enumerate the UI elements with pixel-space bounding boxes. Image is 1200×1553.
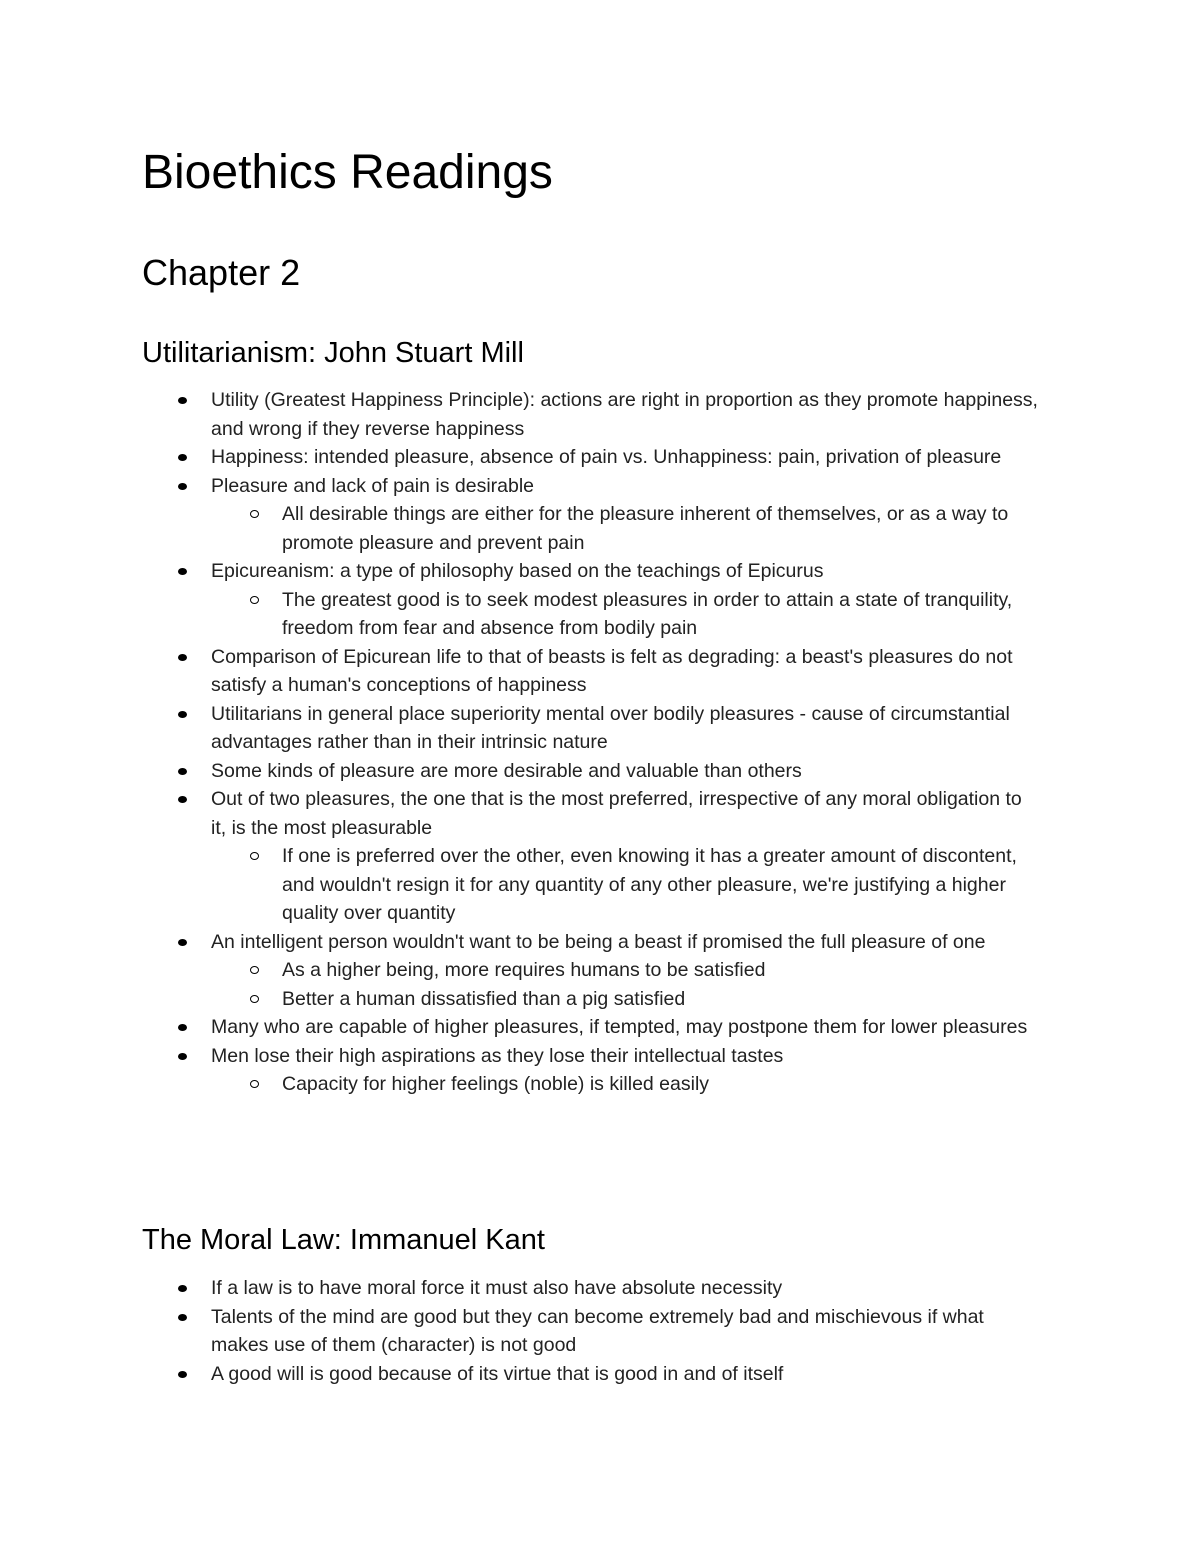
bullet-dot-icon: [178, 397, 187, 404]
sub-bullet-list: [142, 500, 1042, 557]
list-item: [142, 1274, 1042, 1303]
document-title: Bioethics Readings: [142, 146, 553, 199]
bullet-dot-icon: [178, 768, 187, 775]
bullet-dot-icon: [178, 568, 187, 575]
bullet-list: [142, 928, 1042, 957]
hollow-circle-bullet-icon: [250, 852, 259, 860]
list-item-text: Epicureanism: a type of philosophy based on the teachings of Epicurus: [211, 560, 824, 582]
list-item: [142, 757, 1042, 786]
list-item: [142, 928, 1042, 957]
section-list-moral-law: [142, 1274, 1042, 1388]
chapter-heading: Chapter 2: [142, 252, 301, 293]
bullet-dot-icon: [178, 1314, 187, 1321]
hollow-circle-bullet-icon: [250, 596, 259, 604]
list-item-text: All desirable things are either for the pleasure inherent of themselves, or as a way to promote pleasure and prevent pain: [282, 503, 1009, 554]
list-item-text: The greatest good is to seek modest pleasures in order to attain a state of tranquility, freedom from fear and absence from bodily pain: [282, 588, 1013, 639]
list-item: [142, 700, 1042, 757]
bullet-list: [142, 1013, 1042, 1070]
list-item: [142, 386, 1042, 443]
section-list-utilitarianism: [142, 386, 1042, 1099]
list-item-text: Talents of the mind are good but they can become extremely bad and mischievous if what makes use of them (character) is not good: [211, 1305, 984, 1356]
bullet-list: [142, 386, 1042, 500]
section-heading-moral-law: The Moral Law: Immanuel Kant: [142, 1224, 545, 1256]
list-item-text: Utility (Greatest Happiness Principle): actions are right in proportion as they promote happiness, and wrong if they reverse happiness: [211, 389, 1038, 440]
bullet-dot-icon: [178, 796, 187, 803]
sub-list-item: [142, 586, 1042, 643]
list-item-text: Capacity for higher feelings (noble) is killed easily: [282, 1073, 710, 1095]
list-item: [142, 1042, 1042, 1071]
list-item-text: If a law is to have moral force it must also have absolute necessity: [211, 1277, 783, 1299]
bullet-dot-icon: [178, 1371, 187, 1378]
sub-bullet-list: [142, 586, 1042, 643]
hollow-circle-bullet-icon: [250, 510, 259, 518]
list-item-text: An intelligent person wouldn't want to be being a beast if promised the full pleasure of one: [211, 930, 986, 953]
list-item-text: Better a human dissatisfied than a pig satisfied: [282, 987, 686, 1010]
hollow-circle-bullet-icon: [250, 1080, 259, 1088]
bullet-list: [142, 1274, 1042, 1388]
list-item-text: Out of two pleasures, the one that is the most preferred, irrespective of any moral obligation to it, is the most pleasurable: [211, 788, 1022, 839]
list-item: [142, 443, 1042, 472]
list-item: [142, 785, 1042, 842]
sub-list-item: [142, 956, 1042, 985]
bullet-dot-icon: [178, 1053, 187, 1060]
list-item-text: Comparison of Epicurean life to that of beasts is felt as degrading: a beast's pleasures do not satisfy a human's conceptions of happiness: [211, 645, 1013, 696]
sub-list-item: [142, 1070, 1042, 1099]
sub-list-item: [142, 842, 1042, 928]
bullet-dot-icon: [178, 454, 187, 461]
sub-list-item: [142, 500, 1042, 557]
list-item: [142, 557, 1042, 586]
sub-bullet-list: [142, 956, 1042, 1013]
bullet-dot-icon: [178, 1024, 187, 1031]
list-item: [142, 1303, 1042, 1360]
list-item: [142, 643, 1042, 700]
hollow-circle-bullet-icon: [250, 995, 259, 1003]
bullet-dot-icon: [178, 939, 187, 946]
bullet-list: [142, 643, 1042, 843]
list-item-text: Happiness: intended pleasure, absence of pain vs. Unhappiness: pain, privation of pleasure: [211, 446, 1002, 468]
list-item-text: Men lose their high aspirations as they lose their intellectual tastes: [211, 1044, 784, 1067]
sub-bullet-list: [142, 1070, 1042, 1099]
list-item: [142, 472, 1042, 501]
section-heading-utilitarianism: Utilitarianism: John Stuart Mill: [142, 337, 524, 369]
bullet-dot-icon: [178, 711, 187, 718]
list-item: [142, 1013, 1042, 1042]
list-item-text: If one is preferred over the other, even knowing it has a greater amount of discontent, and wouldn't resign it for any quantity of any other pleasure, we're justifying a higher quality over quantity: [282, 845, 1017, 924]
list-item-text: Many who are capable of higher pleasures, if tempted, may postpone them for lower pleasures: [211, 1016, 1028, 1038]
list-item-text: A good will is good because of its virtue that is good in and of itself: [211, 1362, 784, 1385]
bullet-dot-icon: [178, 483, 187, 490]
sub-bullet-list: [142, 842, 1042, 928]
list-item-text: As a higher being, more requires humans to be satisfied: [282, 959, 766, 981]
bullet-dot-icon: [178, 654, 187, 661]
sub-list-item: [142, 985, 1042, 1014]
list-item-text: Some kinds of pleasure are more desirable and valuable than others: [211, 759, 802, 782]
list-item: [142, 1360, 1042, 1389]
list-item-text: Pleasure and lack of pain is desirable: [211, 474, 535, 497]
bullet-list: [142, 557, 1042, 586]
hollow-circle-bullet-icon: [250, 966, 259, 974]
list-item-text: Utilitarians in general place superiority mental over bodily pleasures - cause of circumstantial advantages rather than in their intrinsic nature: [211, 702, 1010, 753]
bullet-dot-icon: [178, 1285, 187, 1292]
